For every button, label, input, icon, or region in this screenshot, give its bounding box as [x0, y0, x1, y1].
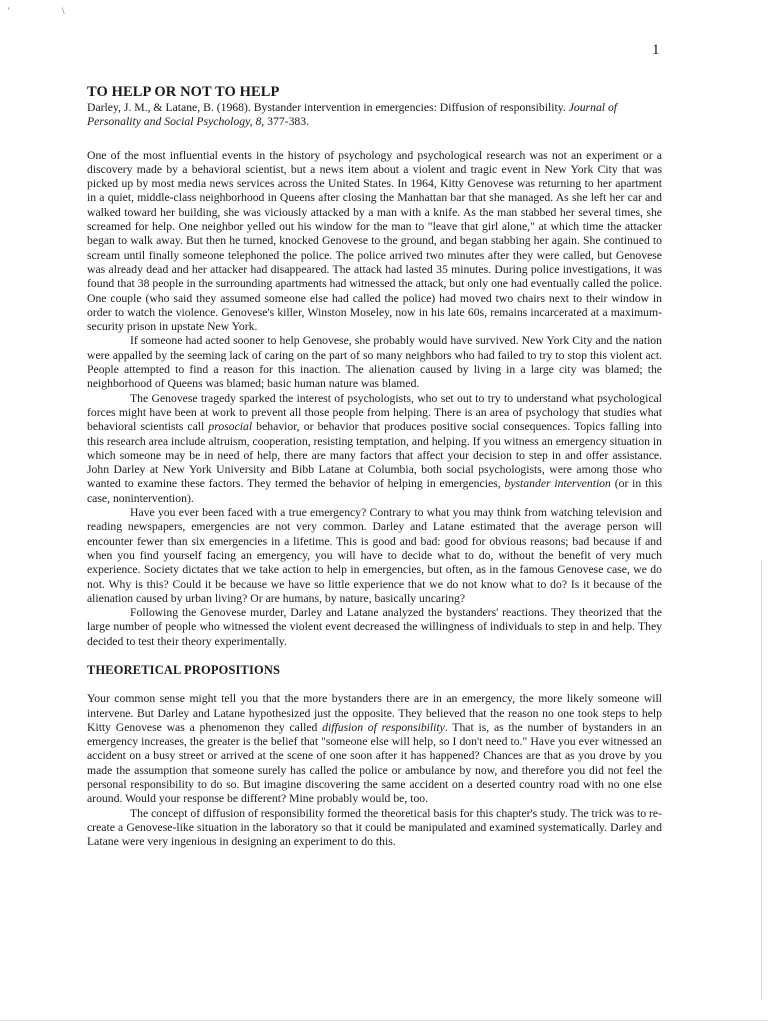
term-diffusion-of-responsibility: diffusion of responsibility: [322, 720, 445, 734]
chapter-title: TO HELP OR NOT TO HELP: [87, 84, 280, 100]
citation-journal: Journal of Personality and Social Psychology, 8,: [87, 101, 618, 129]
document-body: [87, 84, 662, 850]
term-bystander-intervention: bystander intervention: [504, 477, 611, 491]
intro-paragraph: One of the most influential events in the history of psychology and psychological research was not an experiment or a discovery made by a behavioral scientist, but a news item about a violent and tragic event in New York City that was picked up by most media news services across the United States. In 1964, Kitty Genovese was returning to her apartment in a quiet, middle-class neighborhood in Queens after closing the Manhattan bar that she managed. As she left her car and walked toward her building, she was viciously attacked by a man with a knife. As the man stabbed her several times, she screamed for help. One neighbor yelled out his window for the man to "leave that girl alone," at which time the attacker began to walk away. But then he turned, knocked Genovese to the ground, and began stabbing her again. She continued to scream until finally someone telephoned the police. The police arrived two minutes after they were called, but Genovese was already dead and her attacker had disappeared. The attack had lasted 35 minutes. During police investigations, it was found that 38 people in the surrounding apartments had witnessed the attack, but only one had eventually called the police. One couple (who said they assumed someone else had called the police) had moved two chairs next to their window in order to watch the violence. Genovese's killer, Winston Moseley, now in his late 60s, remains incarcerated at a maximum-security prison in upstate New York.: [87, 148, 662, 334]
intro-paragraph: Have you ever been faced with a true emergency? Contrary to what you may think from watching television and reading newspapers, emergencies are not very common. Darley and Latane estimated that the average person will encounter fewer than six emergencies in a lifetime. This is good and bad: good for obvious reasons; bad because if and when you find yourself facing an emergency, you will have to decide what to do, without the benefit of very much experience. Society dictates that we take action to help in emergencies, but often, as in the famous Genovese case, we do not. Why is this? Could it be because we have so little experience that we do not know what to do? Is it because of the alienation caused by urban living? Or are humans, by nature, basically uncaring?: [87, 506, 662, 605]
scan-bottom-edge: [0, 1020, 768, 1021]
citation-pages: 377-383.: [267, 115, 310, 129]
scan-mark: \: [62, 6, 65, 16]
citation: [87, 101, 662, 130]
section-heading: THEORETICAL PROPOSITIONS: [87, 662, 281, 677]
section-paragraph: Your common sense might tell you that the more bystanders there are in an emergency, the more likely someone will intervene. But Darley and Latane hypothesized just the opposite. They believed that the reason no one took steps to help Kitty Genovese was a phenomenon they called diffusion of responsibility. That is, as the number of bystanders in an emergency increases, the greater is the belief that "someone else will help, so I don't need to." Have you ever witnessed an accident on a busy street or arrived at the scene of one soon after it has happened? Chances are that as you drove by you made the assumption that someone surely has called the police or ambulance by now, and therefore you did not feel the personal responsibility to do so. But imagine discovering the same accident on a deserted country road with no one else around. Would your response be different? Mine probably would be, too.: [87, 692, 663, 806]
section-paragraph: The concept of diffusion of responsibility formed the theoretical basis for this chapter's study. The trick was to re-create a Genovese-like situation in the laboratory so that it could be manipulated and examined systematically. Darley and Latane were very ingenious in designing an experiment to do this.: [87, 806, 662, 849]
term-prosocial: prosocial: [208, 420, 253, 434]
scan-edge: [761, 560, 762, 1000]
citation-text: Darley, J. M., & Latane, B. (1968). Bystander intervention in emergencies: Diffusion of responsibility.: [87, 101, 566, 114]
intro-paragraph: Following the Genovese murder, Darley and Latane analyzed the bystanders' reactions. They theorized that the large number of people who witnessed the violent event decreased the willingness of individuals to step in and help. They decided to test their theory experimentally.: [87, 606, 662, 648]
scan-mark: ': [8, 6, 10, 16]
intro-paragraph: The Genovese tragedy sparked the interest of psychologists, who set out to try to understand what psychological forces might have been at work to prevent all those people from helping. There is an area of psychology that studies what behavioral scientists call prosocial behavior, or behavior that produces positive social consequences. Topics falling into this research area include altruism, cooperation, resisting temptation, and helping. If you witness an emergency situation in which someone may be in need of help, there are many factors that affect your decision to step in and offer assistance. John Darley at New York University and Bibb Latane at Columbia, both social psychologists, were among those who wanted to examine these factors. They termed the behavior of helping in emergencies, bystander intervention (or in this case, nonintervention).: [87, 391, 663, 505]
intro-paragraph: If someone had acted sooner to help Genovese, she probably would have survived. New York City and the nation were appalled by the seeming lack of caring on the part of so many neighbors who had failed to try to stop this violent act. People attempted to find a reason for this inaction. The alienation caused by living in a large city was blamed; the neighborhood of Queens was blamed; basic human nature was blamed.: [87, 334, 662, 391]
page-number: 1: [652, 42, 660, 58]
